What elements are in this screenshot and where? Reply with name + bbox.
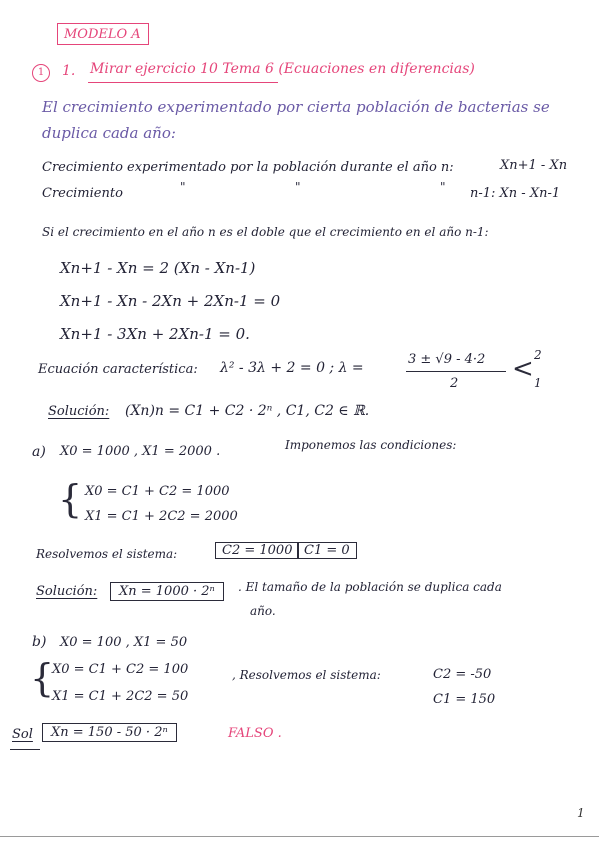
- part-b-solve-label: , Resolvemos el sistema:: [232, 668, 381, 682]
- roots-bracket: <: [512, 354, 534, 384]
- ditto-mark-2: ": [295, 180, 301, 194]
- part-a-solve-label: Resolvemos el sistema:: [36, 547, 178, 561]
- characteristic-equation: λ² - 3λ + 2 = 0 ; λ =: [220, 360, 364, 376]
- part-a-c2-box: C2 = 1000: [215, 542, 299, 559]
- bottom-rule: [0, 836, 599, 837]
- part-a-system-eq-1: X0 = C1 + C2 = 1000: [85, 484, 230, 499]
- general-solution-expr: (Xn)n = C1 + C2 · 2ⁿ , C1, C2 ∈ ℝ.: [125, 403, 370, 419]
- part-a-comment-2: año.: [250, 604, 276, 618]
- equation-3: Xn+1 - 3Xn + 2Xn-1 = 0.: [60, 325, 250, 343]
- characteristic-label: Ecuación característica:: [38, 362, 198, 377]
- exercise-circle-number: 1: [32, 64, 50, 82]
- part-b-system-eq-2: X1 = C1 + 2C2 = 50: [52, 689, 189, 704]
- modelo-label: MODELO A: [57, 23, 149, 45]
- part-a-conditions: X0 = 1000 , X1 = 2000 .: [60, 444, 221, 459]
- sol-double-underline: [10, 749, 40, 750]
- quadratic-denominator: 2: [450, 376, 459, 391]
- ditto-mark-1: ": [180, 180, 186, 194]
- intro-line-1: El crecimiento experimentado por cierta población de bacterias se: [42, 98, 550, 116]
- definition-line-1: Crecimiento experimentado por la población durante el año n:: [42, 160, 454, 175]
- page-number: 1: [577, 806, 585, 820]
- root-1: 2: [534, 348, 542, 362]
- part-a-impose: Imponemos las condiciones:: [285, 438, 457, 452]
- statement-line: Si el crecimiento en el año n es el doble que el crecimiento en el año n-1:: [42, 225, 489, 239]
- fraction-bar: [406, 371, 506, 372]
- definition-line-1-expr: Xn+1 - Xn: [500, 158, 568, 173]
- definition-line-2-expr: n-1: Xn - Xn-1: [470, 186, 561, 201]
- equation-2: Xn+1 - Xn - 2Xn + 2Xn-1 = 0: [60, 292, 281, 310]
- part-a-system-eq-2: X1 = C1 + 2C2 = 2000: [85, 509, 238, 524]
- part-b-label: b): [32, 634, 47, 650]
- part-a-solution-box: Xn = 1000 · 2ⁿ: [110, 582, 224, 601]
- ditto-mark-3: ": [440, 180, 446, 194]
- exercise-number: 1.: [62, 63, 76, 79]
- general-solution-label: Solución:: [48, 404, 110, 419]
- title-underline: [88, 82, 278, 83]
- part-a-c1-box: C1 = 0: [297, 542, 357, 559]
- part-b-c2: C2 = -50: [433, 667, 492, 682]
- part-a-system-brace: {: [58, 477, 83, 521]
- quadratic-numerator: 3 ± √9 - 4·2: [408, 352, 486, 367]
- definition-line-2: Crecimiento: [42, 186, 123, 201]
- part-a-solution-label: Solución:: [36, 584, 98, 599]
- part-b-c1: C1 = 150: [433, 692, 496, 707]
- part-b-system-brace: {: [30, 656, 55, 700]
- part-b-solution-box: Xn = 150 - 50 · 2ⁿ: [42, 723, 177, 742]
- part-a-label: a): [32, 444, 46, 460]
- part-b-verdict: FALSO .: [228, 726, 282, 741]
- intro-line-2: duplica cada año:: [42, 124, 176, 142]
- root-2: 1: [534, 376, 542, 390]
- equation-1: Xn+1 - Xn = 2 (Xn - Xn-1): [60, 259, 256, 277]
- part-a-comment-1: . El tamaño de la población se duplica cada: [238, 580, 502, 594]
- part-b-conditions: X0 = 100 , X1 = 50: [60, 635, 188, 650]
- part-b-sol-label: Sol: [12, 727, 33, 742]
- exercise-title: Mirar ejercicio 10 Tema 6 (Ecuaciones en diferencias): [90, 61, 475, 77]
- part-b-system-eq-1: X0 = C1 + C2 = 100: [52, 662, 189, 677]
